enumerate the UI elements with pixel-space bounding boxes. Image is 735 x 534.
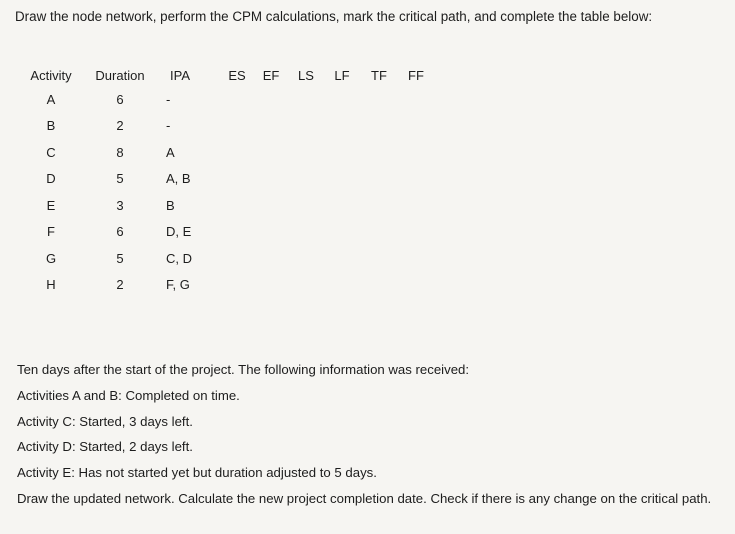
cell-blank [324, 272, 360, 299]
cell-activity: D [46, 171, 56, 187]
cell-blank [288, 272, 324, 299]
info-line: Activity E: Has not started yet but duration adjusted to 5 days. [17, 465, 377, 481]
cell-blank [398, 272, 434, 299]
cell-blank [324, 139, 360, 166]
cell-activity: E [46, 197, 56, 213]
cell-ipa: B [166, 197, 175, 213]
info-line: Activity C: Started, 3 days left. [17, 413, 193, 429]
header-lf: LF [334, 67, 350, 83]
header-es: ES [228, 67, 246, 83]
cell-duration: 6 [116, 91, 124, 107]
table-row [22, 245, 434, 272]
header-ff: FF [408, 67, 424, 83]
info-line: Draw the updated network. Calculate the new project completion date. Check if there is any change on the critical path. [17, 490, 712, 506]
cell-activity: F [47, 224, 55, 240]
cell-blank [220, 192, 254, 219]
cell-blank [398, 219, 434, 246]
cell-ipa: - [166, 91, 171, 107]
cell-blank [360, 272, 398, 299]
cell-blank [324, 166, 360, 193]
cell-blank [398, 86, 434, 113]
cell-duration: 5 [116, 171, 124, 187]
cell-activity: B [46, 118, 56, 134]
instruction-text: Draw the node network, perform the CPM calculations, mark the critical path, and complete the table below: [15, 9, 653, 24]
cell-blank [324, 192, 360, 219]
cell-blank [288, 113, 324, 140]
cell-blank [360, 245, 398, 272]
cell-duration: 3 [116, 197, 124, 213]
cell-blank [254, 272, 288, 299]
cell-blank [360, 219, 398, 246]
cell-blank [398, 245, 434, 272]
cell-blank [324, 245, 360, 272]
cell-ipa: D, E [166, 224, 192, 240]
cell-blank [324, 86, 360, 113]
cell-ipa: C, D [166, 250, 192, 266]
cell-blank [398, 192, 434, 219]
header-ipa: IPA [170, 67, 190, 83]
cell-blank [288, 245, 324, 272]
cell-blank [398, 113, 434, 140]
table-row [22, 272, 434, 299]
cell-blank [398, 139, 434, 166]
info-line: Activities A and B: Completed on time. [17, 387, 240, 403]
cell-ipa: A [166, 144, 175, 160]
table-header-row [22, 64, 434, 86]
cell-blank [220, 139, 254, 166]
cell-blank [288, 219, 324, 246]
table-row [22, 192, 434, 219]
cell-blank [220, 86, 254, 113]
cell-ipa: F, G [166, 277, 190, 293]
cell-blank [398, 166, 434, 193]
header-ls: LS [298, 67, 314, 83]
cpm-table [22, 64, 434, 298]
cell-blank [288, 166, 324, 193]
cell-blank [324, 219, 360, 246]
cell-activity: C [46, 144, 56, 160]
cell-blank [288, 86, 324, 113]
cell-blank [254, 139, 288, 166]
header-duration: Duration [95, 67, 145, 83]
table-row [22, 219, 434, 246]
cell-duration: 5 [116, 250, 124, 266]
info-line: Activity D: Started, 2 days left. [17, 439, 193, 455]
cell-blank [360, 113, 398, 140]
cell-blank [254, 245, 288, 272]
table-row [22, 139, 434, 166]
cell-activity: A [46, 91, 56, 107]
table-row [22, 86, 434, 113]
cell-blank [220, 219, 254, 246]
table-row [22, 113, 434, 140]
cell-blank [254, 86, 288, 113]
cell-ipa: A, B [166, 171, 191, 187]
cell-duration: 2 [116, 277, 124, 293]
cell-duration: 6 [116, 224, 124, 240]
cell-blank [360, 139, 398, 166]
cell-blank [254, 113, 288, 140]
cell-blank [360, 166, 398, 193]
cell-duration: 2 [116, 118, 124, 134]
cell-activity: G [45, 250, 57, 266]
cell-blank [360, 86, 398, 113]
info-block [17, 357, 711, 512]
cell-ipa: - [166, 118, 171, 134]
cell-activity: H [46, 277, 56, 293]
header-ef: EF [262, 67, 280, 83]
header-tf: TF [371, 67, 387, 83]
cell-blank [220, 113, 254, 140]
cell-duration: 8 [116, 144, 124, 160]
cell-blank [220, 272, 254, 299]
cell-blank [254, 192, 288, 219]
info-line: Ten days after the start of the project. The following information was received: [17, 362, 470, 377]
cell-blank [288, 139, 324, 166]
header-activity: Activity [30, 67, 72, 83]
cell-blank [288, 192, 324, 219]
cell-blank [324, 113, 360, 140]
cell-blank [254, 219, 288, 246]
cell-blank [254, 166, 288, 193]
cell-blank [360, 192, 398, 219]
table-row [22, 166, 434, 193]
cell-blank [220, 245, 254, 272]
cell-blank [220, 166, 254, 193]
